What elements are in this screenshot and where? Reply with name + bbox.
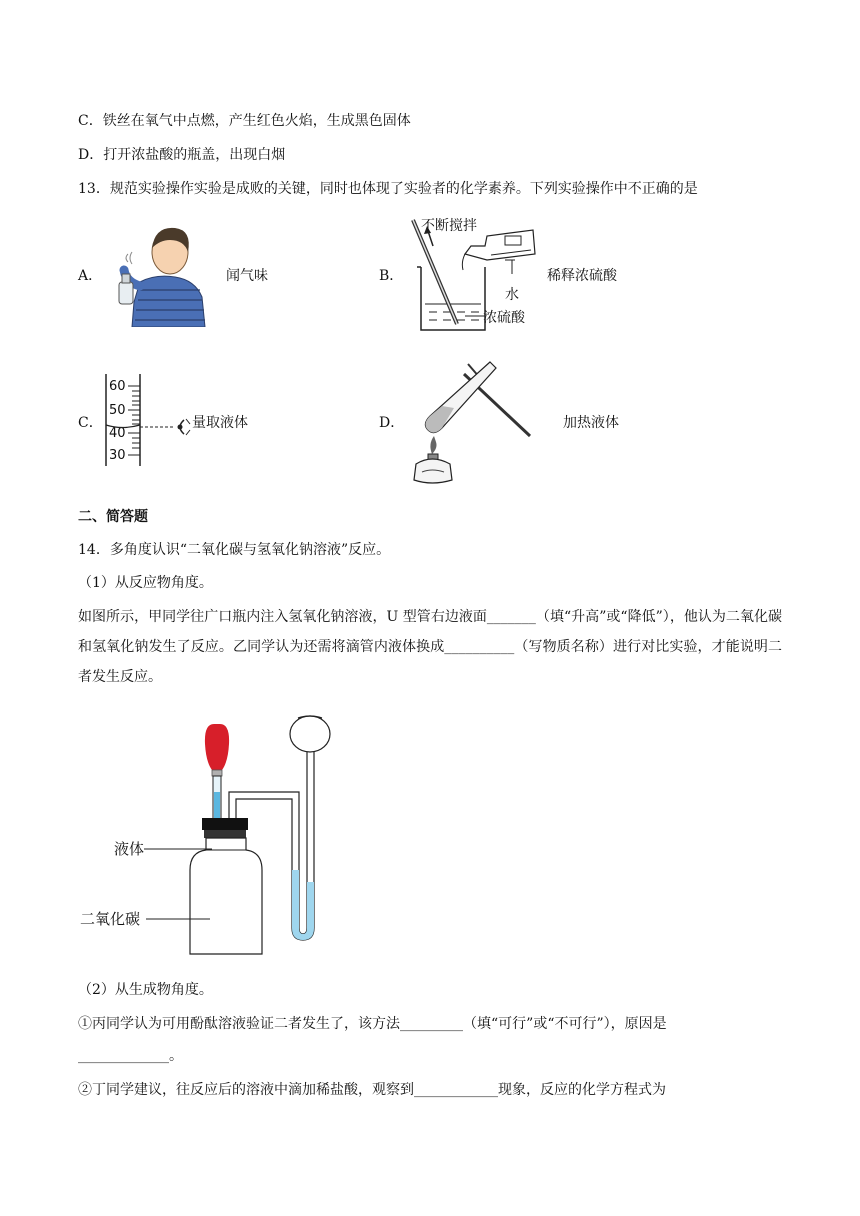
option-d-letter: D． bbox=[379, 415, 405, 431]
tick-40: 40 bbox=[109, 426, 126, 441]
question-13-stem: 13．规范实验操作实验是成败的关键，同时也体现了实验者的化学素养。下列实验操作中不正确的是 bbox=[78, 181, 698, 197]
dilute-acid-figure bbox=[405, 212, 545, 338]
co2-naoh-apparatus-figure bbox=[78, 710, 368, 960]
part2-item2: ②丁同学建议，往反应后的溶液中滴加稀盐酸，观察到____________现象，反应的化学方程式为 bbox=[78, 1082, 666, 1098]
tick-50: 50 bbox=[109, 403, 126, 418]
option-c-caption: 量取液体 bbox=[192, 415, 248, 431]
option-b-caption: 稀释浓硫酸 bbox=[547, 268, 617, 284]
tick-60: 60 bbox=[109, 379, 126, 394]
option-a-caption: 闻气味 bbox=[226, 268, 268, 284]
part1-title: （1）从反应物角度。 bbox=[78, 575, 213, 591]
part2-title: （2）从生成物角度。 bbox=[78, 982, 213, 998]
part2-item1-blank: _____________。 bbox=[78, 1048, 183, 1064]
stir-label: 不断搅拌 bbox=[421, 218, 477, 234]
question-14-stem: 14．多角度认识“二氧化碳与氢氧化钠溶液”反应。 bbox=[78, 542, 391, 558]
measuring-cylinder-figure bbox=[100, 372, 200, 468]
tick-30: 30 bbox=[109, 448, 126, 463]
option-a-letter: A． bbox=[78, 268, 103, 284]
heating-liquid-figure bbox=[402, 356, 552, 488]
part2-item1: ①丙同学认为可用酚酞溶液验证二者发生了，该方法_________（填“可行”或“不可行”），原因是 bbox=[78, 1016, 667, 1032]
label-liquid: 液体 bbox=[114, 840, 145, 858]
option-b-letter: B． bbox=[379, 268, 404, 284]
option-c-prev: C．铁丝在氧气中点燃，产生红色火焰，生成黑色固体 bbox=[78, 113, 411, 129]
acid-label: 浓硫酸 bbox=[483, 310, 525, 326]
option-d-prev: D．打开浓盐酸的瓶盖，出现白烟 bbox=[78, 147, 286, 163]
option-d-caption: 加热液体 bbox=[563, 415, 619, 431]
water-label: 水 bbox=[505, 287, 519, 303]
part1-text: 如图所示，甲同学往广口瓶内注入氢氧化钠溶液，U 型管右边液面_______（填“升高”或“降低”），他认为二氧化碳和氢氧化钠发生了反应。乙同学认为还需将滴管内液体换成__________（写物质名称）进行对比实验，才能说明二者发生反应。 bbox=[78, 609, 782, 685]
option-c-letter: C． bbox=[78, 415, 103, 431]
smelling-gas-figure bbox=[100, 222, 210, 327]
label-co2: 二氧化碳 bbox=[80, 910, 141, 928]
section-title: 二、简答题 bbox=[78, 509, 148, 525]
